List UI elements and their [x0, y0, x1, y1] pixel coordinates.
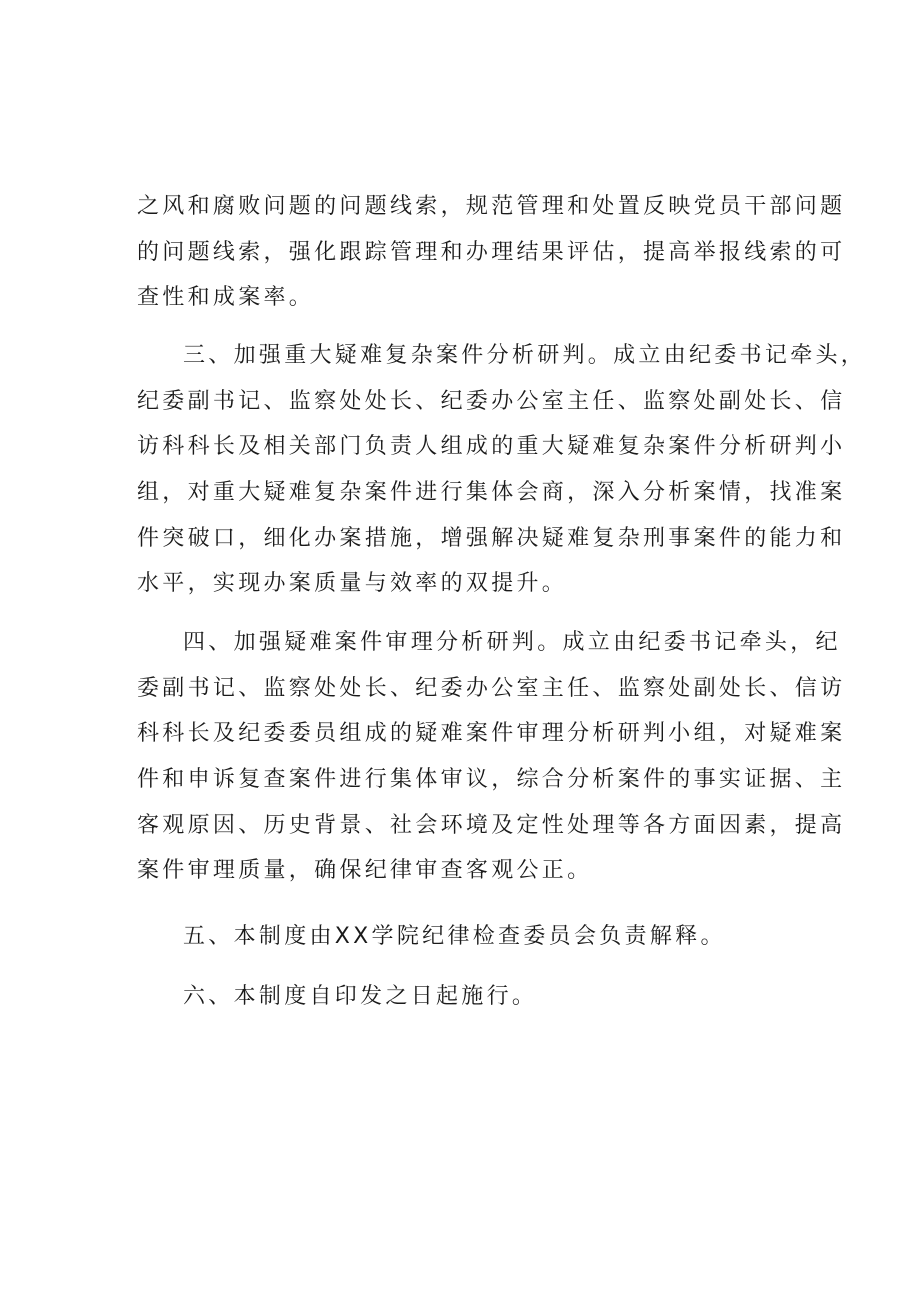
paragraph-line: 访科科长及相关部门负责人组成的重大疑难复杂案件分析研判小	[137, 434, 846, 460]
paragraph-line: 之风和腐败问题的问题线索，规范管理和处置反映党员干部问题	[137, 194, 846, 219]
paragraph-item-5	[137, 914, 787, 960]
paragraph-line: 六、本制度自印发之日起施行。	[183, 984, 538, 1009]
paragraph-line: 客观原因、历史背景、社会环境及定性处理等各方面因素，提高	[137, 812, 846, 838]
paragraph-line: 件突破口，细化办案措施，增强解决疑难复杂刑事案件的能力和	[137, 525, 846, 551]
paragraph-line: 五、本制度由XX学院纪律检查委员会负责解释。	[183, 924, 726, 949]
paragraph-item-6	[137, 974, 787, 1020]
paragraph-line: 纪委副书记、监察处处长、纪委办公室主任、监察处副处长、信	[137, 388, 846, 414]
paragraph-item-3	[137, 333, 867, 607]
paragraph-line: 的问题线索，强化跟踪管理和办理结果评估，提高举报线索的可	[137, 239, 846, 265]
paragraph-line: 件和申诉复查案件进行集体审议，综合分析案件的事实证据、主	[137, 767, 846, 793]
paragraph-line: 案件审理质量，确保纪律审查客观公正。	[137, 858, 593, 884]
paragraph-line: 科科长及纪委委员组成的疑难案件审理分析研判小组，对疑难案	[137, 721, 846, 747]
paragraph-line: 委副书记、监察处处长、纪委办公室主任、监察处副处长、信访	[137, 675, 846, 701]
paragraph-line: 组，对重大疑难复杂案件进行集体会商，深入分析案情，找准案	[137, 480, 846, 506]
paragraph-line: 查性和成案率。	[137, 285, 315, 311]
paragraph-continuation	[137, 184, 846, 321]
paragraph-line: 三、加强重大疑难复杂案件分析研判。成立由纪委书记牵头，	[183, 343, 867, 368]
paragraph-item-4	[137, 620, 846, 894]
paragraph-line: 水平，实现办案质量与效率的双提升。	[137, 571, 568, 597]
paragraph-line: 四、加强疑难案件审理分析研判。成立由纪委书记牵头，纪	[183, 630, 841, 655]
